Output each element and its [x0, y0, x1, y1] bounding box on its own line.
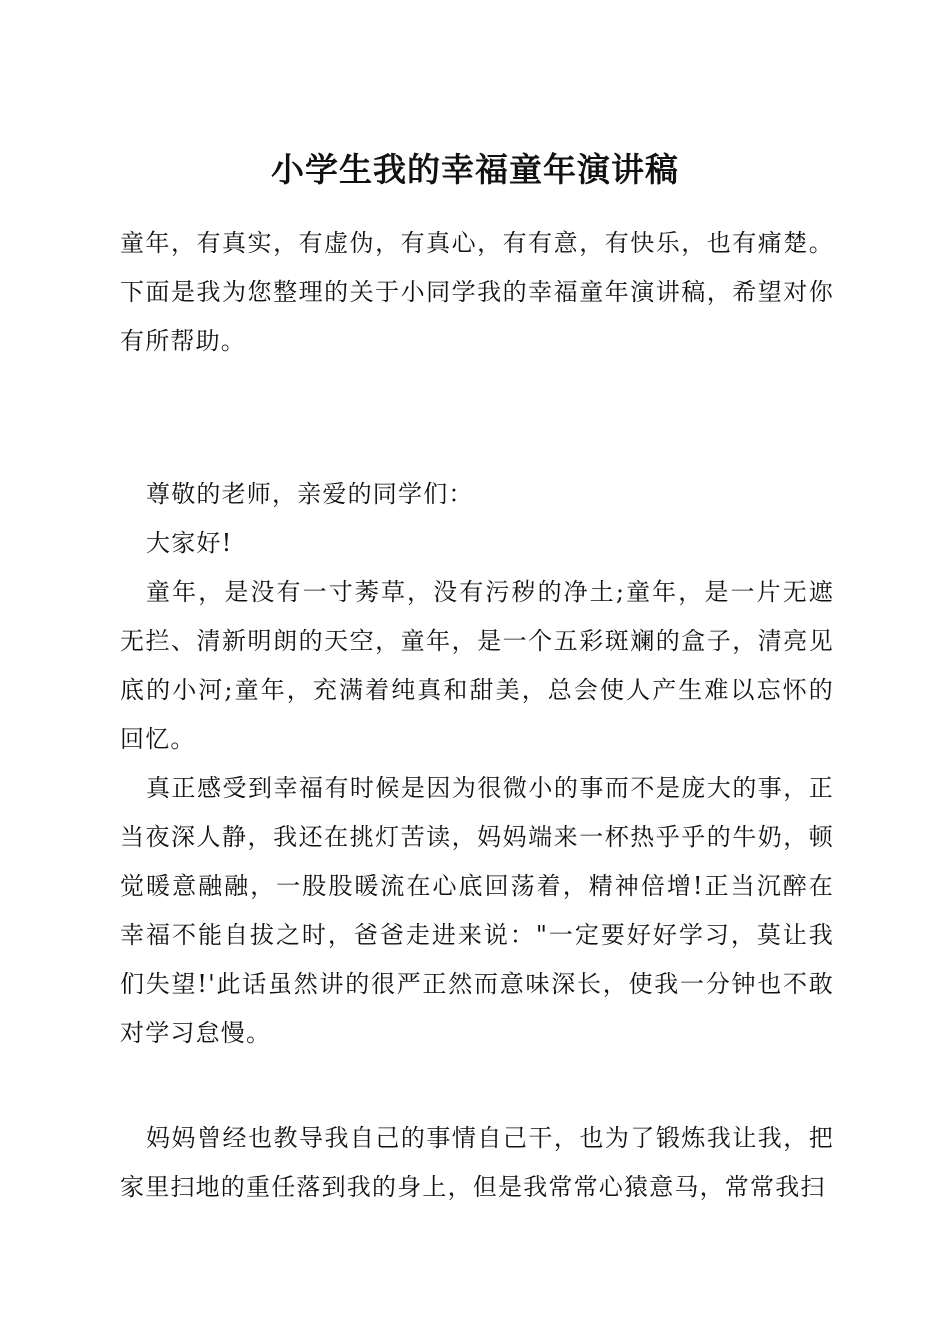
salutation-line: 尊敬的老师，亲爱的同学们： — [146, 480, 474, 508]
speech-body — [120, 470, 834, 1058]
speech-body-continued — [120, 1114, 834, 1212]
hello-line: 大家好! — [146, 529, 233, 557]
document-title: 小学生我的幸福童年演讲稿 — [271, 150, 679, 189]
body-paragraph-3: 妈妈曾经也教导我自己的事情自己干，也为了锻炼我让我，把家里扫地的重任落到我的身上，但是我常常心猿意马，常常我扫 — [120, 1124, 834, 1201]
body-paragraph-1: 童年，是没有一寸莠草，没有污秽的净土;童年，是一片无遮无拦、清新明朗的天空，童年，是一个五彩斑斓的盒子，清亮见底的小河;童年，充满着纯真和甜美，总会使人产生难以忘怀的回忆。 — [120, 578, 834, 753]
intro-section — [120, 219, 834, 366]
body-paragraph-2: 真正感受到幸福有时候是因为很微小的事而不是庞大的事，正当夜深人静，我还在挑灯苦读，妈妈端来一杯热乎乎的牛奶，顿觉暖意融融，一股股暖流在心底回荡着，精神倍增!正当沉醉在幸福不能自拔之时，爸爸走进来说："一定要好好学习，莫让我们失望!'此话虽然讲的很严正然而意味深长，使我一分钟也不敢对学习怠慢。 — [120, 774, 834, 1047]
intro-paragraph: 童年，有真实，有虚伪，有真心，有有意，有快乐，也有痛楚。下面是我为您整理的关于小同学我的幸福童年演讲稿，希望对你有所帮助。 — [120, 229, 834, 355]
